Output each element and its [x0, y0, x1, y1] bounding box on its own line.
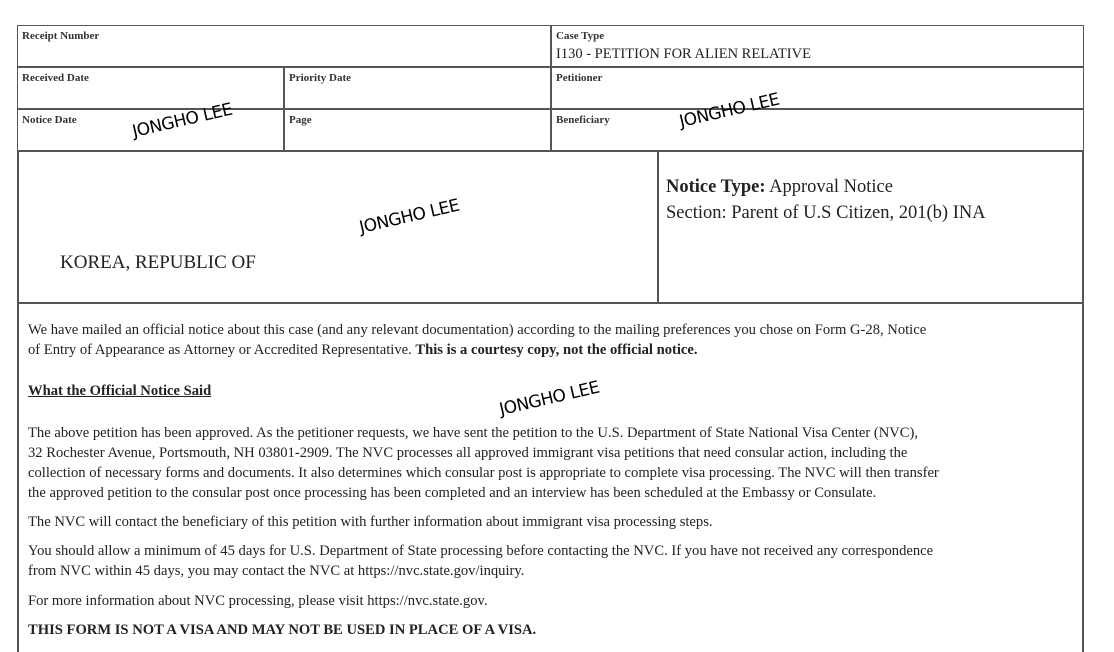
page-cell [283, 108, 552, 152]
para1-line-2: 32 Rochester Avenue, Portsmouth, NH 03801-2909. The NVC processes all approved immigrant visa petitions that need consular action, including the [28, 445, 908, 461]
beneficiary-cell [550, 108, 1084, 152]
notice-type-block [657, 150, 1084, 304]
para2: The NVC will contact the beneficiary of this petition with further information about immigrant visa processing steps. [28, 514, 713, 530]
address-block [17, 150, 659, 304]
intro-line-1: We have mailed an official notice about this case (and any relevant documentation) according to the mailing preferences you chose on Form G-28, Notice [28, 322, 927, 338]
watermark: JONGHO LEE [677, 89, 782, 132]
para3-line-2: from NVC within 45 days, you may contact the NVC at https://nvc.state.gov/inquiry. [28, 563, 525, 579]
address-country: KOREA, REPUBLIC OF [60, 252, 256, 273]
receipt-number-label: Receipt Number [22, 30, 100, 42]
priority-date-label: Priority Date [289, 72, 351, 84]
watermark: JONGHO LEE [497, 377, 602, 420]
notice-type-label: Notice Type: [666, 177, 766, 197]
petitioner-label: Petitioner [556, 72, 603, 84]
para4: For more information about NVC processing, please visit https://nvc.state.gov. [28, 593, 488, 609]
petitioner-cell [550, 66, 1084, 110]
courtesy-copy-note: This is a courtesy copy, not the official notice. [415, 342, 698, 358]
para1-line-4: the approved petition to the consular post once processing has been completed and an interview has been scheduled at the Embassy or Consulate. [28, 485, 877, 501]
section-heading: What the Official Notice Said [28, 383, 212, 399]
watermark: JONGHO LEE [357, 195, 462, 238]
notice-section: Section: Parent of U.S Citizen, 201(b) INA [666, 203, 986, 223]
para1-line-3: collection of necessary forms and documents. It also determines which consular post is appropriate to complete visa processing. The NVC will then transfer [28, 465, 939, 481]
para1-line-1: The above petition has been approved. As the petitioner requests, we have sent the petition to the U.S. Department of State National Visa Center (NVC), [28, 425, 919, 441]
watermark: JONGHO LEE [130, 99, 235, 142]
intro-line-2 [28, 342, 698, 359]
notice-type-value: Approval Notice [769, 177, 893, 197]
beneficiary-label: Beneficiary [556, 114, 610, 126]
intro-text: of Entry of Appearance as Attorney or Accredited Representative. [28, 342, 416, 358]
page-label: Page [289, 114, 312, 126]
notice-type [666, 177, 893, 198]
notice-date-label: Notice Date [22, 114, 77, 126]
visa-warning: THIS FORM IS NOT A VISA AND MAY NOT BE USED IN PLACE OF A VISA. [28, 622, 537, 638]
case-type-value: I130 - PETITION FOR ALIEN RELATIVE [556, 46, 811, 62]
case-type-label: Case Type [556, 30, 605, 42]
received-date-label: Received Date [22, 72, 89, 84]
para3-line-1: You should allow a minimum of 45 days for U.S. Department of State processing before contacting the NVC. If you have not received any correspondence [28, 543, 934, 559]
